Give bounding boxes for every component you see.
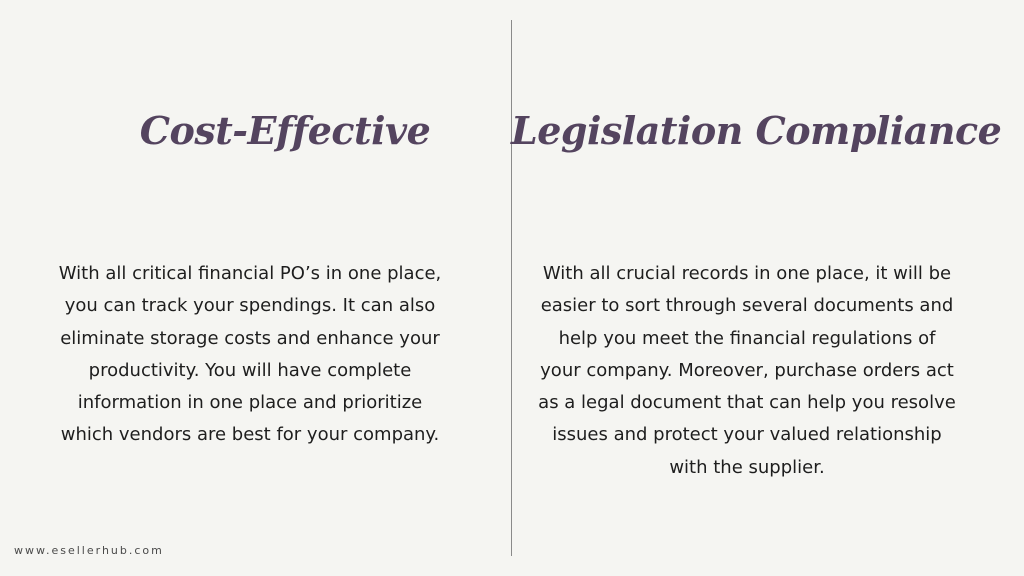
- column-divider: [511, 20, 512, 556]
- description-line: easier to sort through several documents and: [540, 295, 954, 317]
- description-line: With all crucial records in one place, it will be: [542, 263, 952, 284]
- website-url: www.esellerhub.com: [14, 544, 164, 557]
- description-line: eliminate storage costs and enhance your: [60, 327, 440, 349]
- cost-effective-title: Cost-Effective: [139, 108, 431, 153]
- description-line: information in one place and prioritize: [77, 392, 423, 414]
- description-line: with the supplier.: [669, 456, 825, 478]
- legislation-compliance-description: [522, 258, 972, 484]
- description-line: productivity. You will have complete: [88, 359, 412, 381]
- description-line: With all critical financial PO’s in one place,: [58, 263, 442, 284]
- description-line: as a legal document that can help you resolve: [538, 392, 956, 414]
- legislation-compliance-title: Legislation Compliance: [511, 108, 1002, 153]
- description-line: your company. Moreover, purchase orders act: [540, 359, 954, 381]
- description-line: help you meet the financial regulations of: [558, 327, 936, 349]
- description-line: issues and protect your valued relationship: [552, 424, 942, 446]
- description-line: which vendors are best for your company.: [60, 424, 440, 446]
- description-line: you can track your spendings. It can also: [64, 295, 436, 317]
- cost-effective-description: [30, 258, 470, 452]
